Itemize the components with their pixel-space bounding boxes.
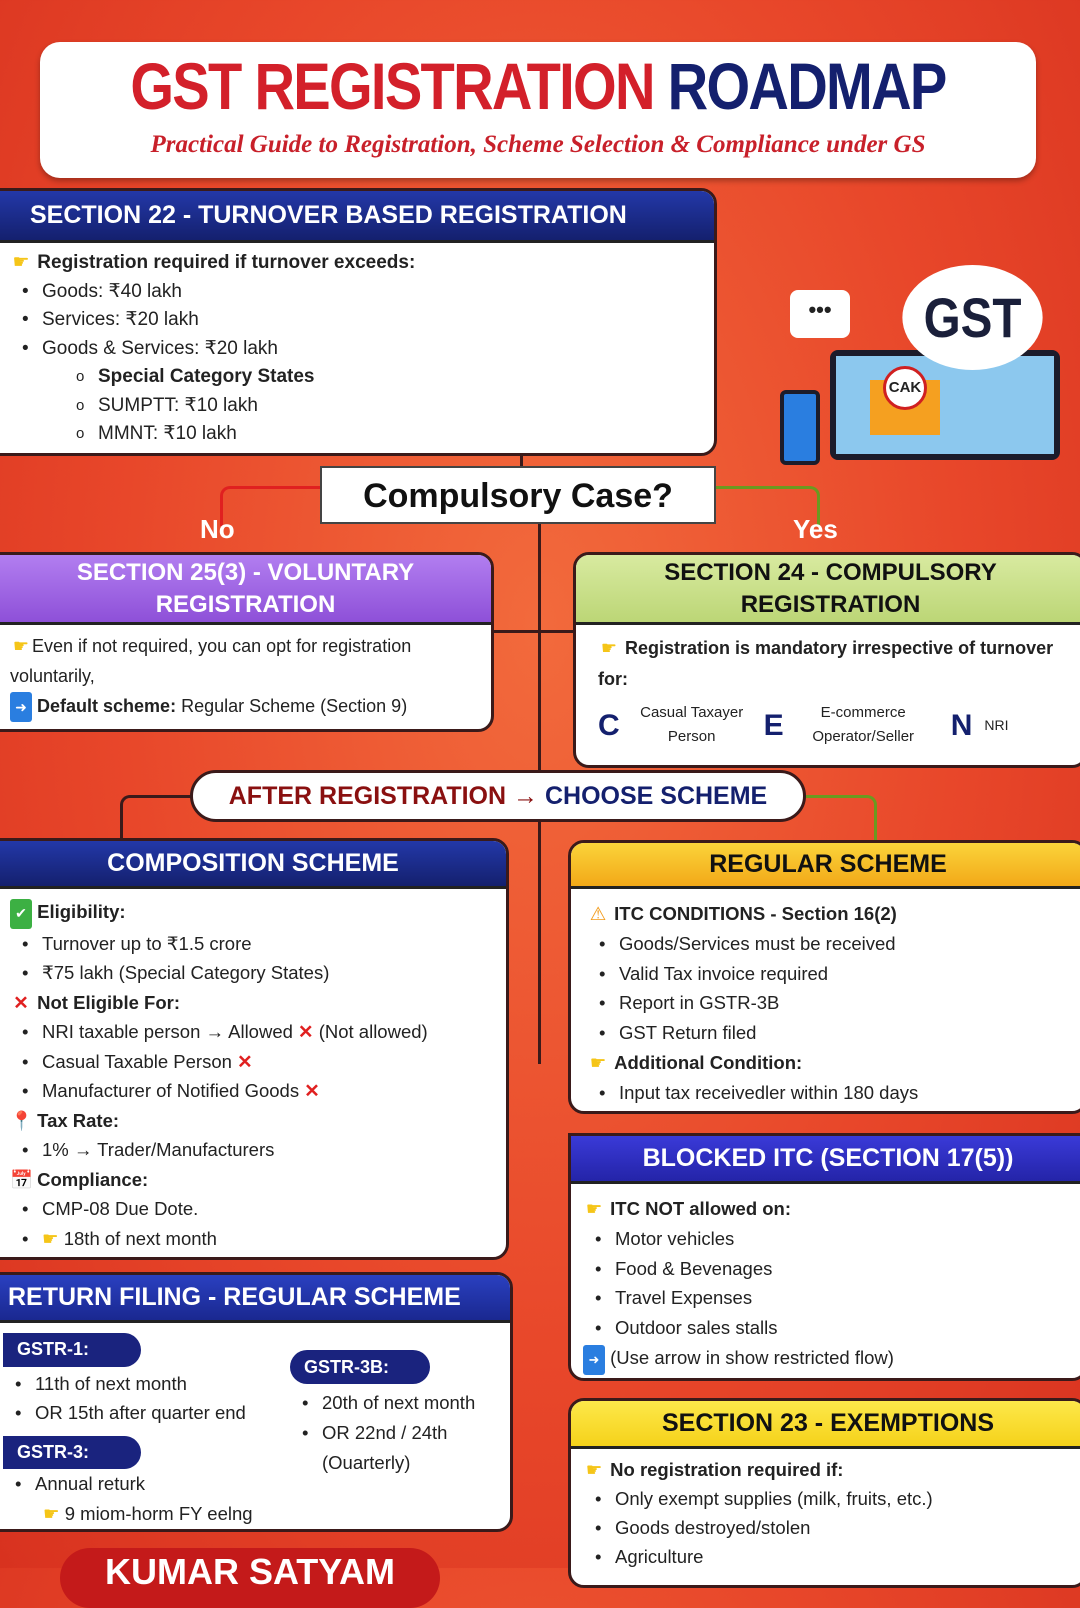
section24-card — [573, 552, 1080, 768]
category-letter: E — [763, 708, 784, 742]
category-label: Casual Taxayer Person — [640, 704, 744, 745]
title-card — [40, 42, 1036, 178]
list-item: • NRI taxable person → Allowed ✕ (Not allowed) — [10, 1017, 496, 1047]
list-item: • Food & Bevenages — [583, 1254, 1073, 1284]
phone-icon — [780, 390, 820, 465]
list-item: • 11th of next month — [3, 1369, 278, 1399]
section25-header: SECTION 25(3) - VOLUNTARY REGISTRATION — [0, 555, 491, 625]
after-registration-pill: AFTER REGISTRATION → CHOOSE SCHEME — [190, 770, 806, 822]
checkbox-icon: ✔ — [10, 899, 32, 929]
list-item: • OR 22nd / 24th (Ouarterly) — [290, 1418, 505, 1478]
list-item: • Goods destroyed/stolen — [583, 1513, 1073, 1542]
blocked-itc-header: BLOCKED ITC (SECTION 17(5)) — [571, 1136, 1080, 1184]
list-item: • ☛ 18th of next month — [10, 1224, 496, 1254]
regular-header: REGULAR SCHEME — [571, 843, 1080, 889]
section22-lead: ☛ Registration required if turnover exceeds: — [10, 249, 704, 278]
connector-no — [220, 486, 322, 526]
yes-label: Yes — [793, 514, 838, 544]
warning-icon: ⚠ — [589, 903, 607, 924]
pointing-hand-icon: ☛ — [43, 1502, 60, 1524]
section22-card — [0, 188, 717, 456]
section24-header: SECTION 24 - COMPULSORY REGISTRATION — [576, 555, 1080, 625]
regular-card — [568, 840, 1080, 1114]
pointing-hand-icon: ☛ — [600, 638, 618, 658]
section23-card — [568, 1398, 1080, 1588]
category-letter: C — [598, 708, 620, 742]
blocked-note: ➜ (Use arrow in show restricted flow) — [583, 1343, 1073, 1375]
pointing-hand-icon: ☛ — [12, 636, 30, 656]
threshold-list — [10, 278, 704, 449]
pointing-hand-icon: ☛ — [42, 1227, 59, 1249]
composition-card — [0, 838, 509, 1260]
category-label: NRI — [984, 716, 1009, 733]
category-label: E-commerce Operator/Seller — [812, 704, 915, 745]
blocked-lead: ☛ ITC NOT allowed on: — [583, 1194, 1073, 1224]
title-part2: ROADMAP — [667, 49, 946, 123]
calendar-icon: 📅 — [10, 1168, 34, 1190]
cross-icon: ✕ — [298, 1021, 314, 1042]
gstr1-label: GSTR-1: — [3, 1333, 141, 1367]
list-item: • Manufacturer of Notified Goods ✕ — [10, 1076, 496, 1106]
list-item: • GST Return filed — [587, 1018, 1069, 1048]
author-name: KUMAR SATYAM — [104, 1551, 395, 1592]
list-item: • CMP-08 Due Dote. — [10, 1194, 496, 1224]
chat-bubble-icon: ••• — [790, 290, 850, 338]
pointing-hand-icon: ☛ — [585, 1459, 603, 1480]
list-item: • Input tax receivedler within 180 days — [587, 1078, 1069, 1108]
list-item: • Casual Taxable Person ✕ — [10, 1047, 496, 1077]
author-banner — [60, 1548, 440, 1608]
list-item: • 1% → Trader/Manufacturers — [10, 1135, 496, 1165]
title-part1: GST REGISTRATION — [130, 49, 654, 123]
blocked-itc-card — [568, 1133, 1080, 1381]
default-scheme: ➜ Default scheme: Regular Scheme (Section 9) — [10, 691, 481, 722]
cross-icon: ✕ — [304, 1080, 320, 1101]
section24-lead: ☛ Registration is mandatory irrespective of turnover for: — [598, 633, 1069, 695]
return-filing-header: RETURN FILING - REGULAR SCHEME — [0, 1275, 510, 1323]
section23-lead: ☛ No registration required if: — [583, 1455, 1073, 1484]
mail-envelope-icon — [870, 380, 940, 435]
list-item: • Goods/Services must be received — [587, 929, 1069, 959]
list-item: • Services: ₹20 lakh — [10, 306, 704, 335]
laptop-icon — [830, 350, 1060, 460]
list-item: • Goods: ₹40 lakh — [10, 278, 704, 307]
arrow-right-icon: ➜ — [10, 692, 32, 722]
section25-card — [0, 552, 494, 732]
pin-icon: 📍 — [10, 1109, 34, 1131]
list-item: • Agriculture — [583, 1542, 1073, 1571]
gstr3b-label: GSTR-3B: — [290, 1350, 430, 1384]
pointing-hand-icon: ☛ — [12, 252, 30, 273]
section25-text: ☛ Even if not required, you can opt for registration voluntarily, — [10, 631, 481, 691]
gstr3-label: GSTR-3: — [3, 1436, 141, 1470]
connector — [120, 795, 192, 840]
pointing-hand-icon: ☛ — [589, 1051, 607, 1073]
list-item: • 20th of next month — [290, 1388, 505, 1418]
gst-speech-bubble: GST — [902, 265, 1042, 370]
additional-heading: ☛ Additional Condition: — [587, 1048, 1069, 1078]
arrow-icon: ➜ — [583, 1345, 605, 1375]
not-eligible-heading: ✕ Not Eligible For: — [10, 988, 496, 1018]
list-item: • Goods & Services: ₹20 lakh — [10, 335, 704, 364]
tax-rate-heading: 📍 Tax Rate: — [10, 1106, 496, 1136]
list-item: • ₹75 lakh (Special Category States) — [10, 958, 496, 988]
cross-icon: ✕ — [13, 991, 29, 1013]
gst-illustration — [770, 230, 1070, 470]
category-letter: N — [950, 708, 973, 742]
connector — [492, 630, 574, 633]
compliance-heading: 📅 Compliance: — [10, 1165, 496, 1195]
connector — [805, 795, 877, 840]
list-item: o Special Category States — [10, 363, 704, 392]
badge-text: CAK — [883, 366, 927, 410]
list-item: • OR 15th after quarter end — [3, 1398, 278, 1428]
eligibility-heading: ✔ Eligibility: — [10, 897, 496, 929]
list-item: • Motor vehicles — [583, 1224, 1073, 1254]
section23-header: SECTION 23 - EXEMPTIONS — [571, 1401, 1080, 1449]
cross-icon: ✕ — [237, 1050, 253, 1072]
list-item: • Outdoor sales stalls — [583, 1313, 1073, 1343]
composition-header: COMPOSITION SCHEME — [0, 841, 506, 889]
list-item: • Annual returk — [3, 1469, 278, 1499]
no-label: No — [200, 514, 235, 544]
page-title — [115, 48, 962, 124]
list-item: o SUMPTT: ₹10 lakh — [10, 392, 704, 421]
list-item: • Report in GSTR-3B — [587, 988, 1069, 1018]
list-item: • Only exempt supplies (milk, fruits, etc.) — [583, 1484, 1073, 1513]
list-item: • Travel Expenses — [583, 1283, 1073, 1313]
return-filing-card — [0, 1272, 513, 1532]
list-item: • Valid Tax invoice required — [587, 959, 1069, 989]
section22-header: SECTION 22 - TURNOVER BASED REGISTRATION — [0, 191, 714, 243]
category-row — [598, 701, 1069, 749]
decision-box: Compulsory Case? — [320, 466, 716, 524]
subtitle: Practical Guide to Registration, Scheme Selection & Compliance under GS — [150, 131, 926, 158]
list-item: • Turnover up to ₹1.5 crore — [10, 929, 496, 959]
gstr3-note: ☛ 9 miom-horm FY eelng — [43, 1502, 253, 1524]
list-item: o MMNT: ₹10 lakh — [10, 420, 704, 449]
pointing-hand-icon: ☛ — [585, 1198, 603, 1219]
itc-heading: ⚠ ITC CONDITIONS - Section 16(2) — [587, 899, 1069, 929]
